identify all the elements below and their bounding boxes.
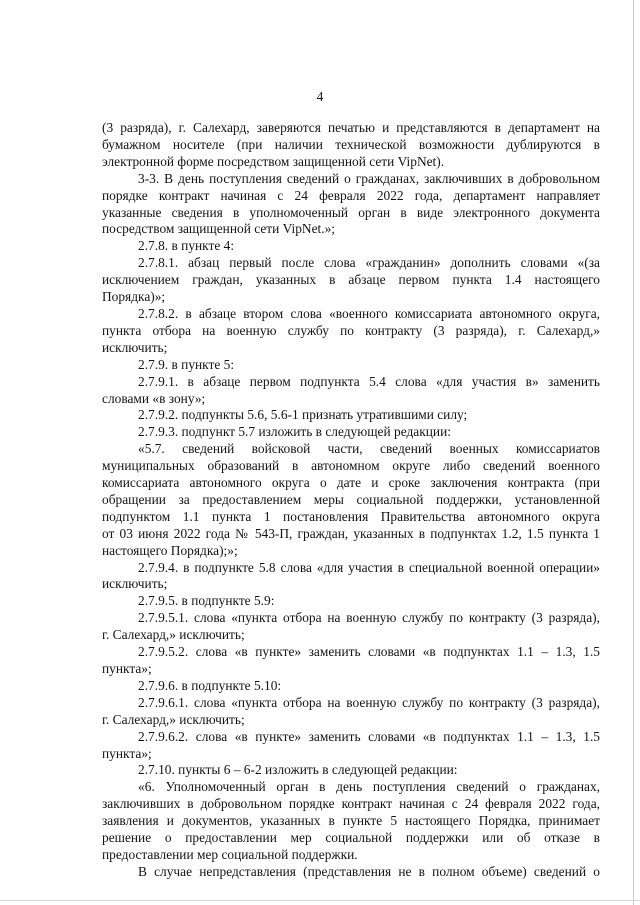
text-line: 2.7.8. в пункте 4:: [138, 238, 235, 254]
paragraph-p6: [102, 779, 600, 864]
document-body: [102, 120, 600, 881]
text-line: 2.7.9. в пункте 5:: [138, 356, 235, 372]
page-edge-right: [633, 0, 634, 905]
paragraph-p278: [102, 238, 600, 255]
text-line: 2.7.9.2. подпункты 5.6, 5.6-1 признать утратившими силу;: [138, 407, 468, 423]
text-line: Порядка)»;: [102, 289, 166, 305]
paragraph-p27952: [102, 644, 600, 678]
text-line: 2.7.9.6. в подпункте 5.10:: [138, 677, 282, 693]
page-edge-bottom: [0, 900, 640, 901]
paragraph-p57: [102, 441, 600, 559]
paragraph-p2782: [102, 306, 600, 357]
text-line: порядке контракт начиная с 24 февраля 2022 года, департамент направляет: [102, 187, 600, 203]
paragraph-cont: [102, 120, 600, 171]
paragraph-p27951: [102, 610, 600, 644]
text-line: г. Салехард,» исключить;: [102, 711, 245, 727]
text-line: заключивших в добровольном порядке контракт начиная с 24 февраля 2022 года,: [102, 796, 600, 812]
text-line: 2.7.9.5.2. слова «в пункте» заменить словами «в подпунктах 1.1 – 1.3, 1.5: [138, 644, 600, 660]
text-line: комиссариата автономного округа о дате и сроке заключения контракта (при: [102, 475, 600, 491]
text-line: пункта отбора на военную службу по контракту (3 разряда), г. Салехард,»: [102, 322, 600, 338]
text-line: заявления и документов, указанных в пункте 5 настоящего Порядка, принимает: [102, 813, 600, 829]
text-line: 3-3. В день поступления сведений о гражданах, заключивших в добровольном: [138, 170, 600, 186]
text-line: предоставлении мер социальной поддержки.: [102, 846, 358, 862]
text-line: 2.7.8.1. абзац первый после слова «гражданин» дополнить словами «(за: [138, 255, 600, 271]
paragraph-p2796: [102, 678, 600, 695]
page-number: 4: [316, 89, 324, 104]
text-line: исключить;: [102, 339, 168, 355]
text-line: 2.7.9.6.2. слова «в пункте» заменить словами «в подпунктах 1.1 – 1.3, 1.5: [138, 728, 600, 744]
text-line: 2.7.9.5. в подпункте 5.9:: [138, 593, 275, 609]
paragraph-p2792: [102, 407, 600, 424]
text-line: подпунктом 1.1 пункта 1 постановления Правительства автономного округа: [102, 508, 600, 524]
text-line: обращении за предоставлением меры социальной поддержки, установленной: [102, 491, 600, 507]
paragraph-p2791: [102, 374, 600, 408]
text-line: 2.7.8.2. в абзаце втором слова «военного комиссариата автономного округа,: [138, 305, 600, 321]
paragraph-p3-3: [102, 171, 600, 239]
text-line: бумажном носителе (при наличии технической возможности дублируются в: [102, 136, 600, 152]
paragraph-p279: [102, 357, 600, 374]
text-line: «6. Уполномоченный орган в день поступления сведений о гражданах,: [138, 779, 600, 795]
text-line: 2.7.9.3. подпункт 5.7 изложить в следующей редакции:: [138, 424, 451, 440]
text-line: посредством защищенной сети VipNet.»;: [102, 221, 336, 237]
text-line: решение о предоставлении мер социальной поддержки или об отказе в: [102, 830, 600, 846]
text-line: 2.7.9.4. в подпункте 5.8 слова «для участия в специальной военной операции»: [138, 559, 600, 575]
paragraph-p27961: [102, 695, 600, 729]
paragraph-p27962: [102, 729, 600, 763]
text-line: 2.7.9.5.1. слова «пункта отбора на военную службу по контракту (3 разряда),: [138, 610, 600, 626]
paragraph-plast: [102, 864, 600, 881]
text-line: 2.7.10. пункты 6 – 6-2 изложить в следующей редакции:: [138, 762, 458, 778]
text-line: (3 разряда), г. Салехард, заверяются печатью и представляются в департамент на: [102, 120, 600, 135]
paragraph-p2794: [102, 560, 600, 594]
text-line: «5.7. сведений войсковой части, сведений военных комиссариатов: [138, 441, 600, 457]
text-line: настоящего Порядка);»;: [102, 542, 238, 558]
text-line: исключить;: [102, 576, 168, 592]
paragraph-p2793: [102, 424, 600, 441]
text-line: В случае непредставления (представления не в полном объеме) сведений о: [138, 863, 600, 879]
text-line: электронной форме посредством защищенной сети VipNet).: [102, 153, 445, 169]
text-line: от 03 июня 2022 года № 543-П, граждан, указанных в подпунктах 1.2, 1.5 пункта 1: [102, 525, 600, 541]
text-line: пункта»;: [102, 661, 152, 676]
text-line: исключением граждан, указанных в абзаце первом пункта 1.4 настоящего: [102, 272, 600, 288]
text-line: пункта»;: [102, 745, 152, 761]
text-line: 2.7.9.1. в абзаце первом подпункта 5.4 слова «для участия в» заменить: [138, 373, 600, 389]
text-line: словами «в зону»;: [102, 390, 206, 406]
paragraph-p2710: [102, 762, 600, 779]
text-line: г. Салехард,» исключить;: [102, 627, 245, 643]
paragraph-p2781: [102, 255, 600, 306]
paragraph-p2795: [102, 593, 600, 610]
text-line: муниципальных образований в автономном округе либо сведений военного: [102, 458, 600, 474]
text-line: указанные сведения в уполномоченный орган в виде электронного документа: [102, 204, 600, 220]
text-line: 2.7.9.6.1. слова «пункта отбора на военную службу по контракту (3 разряда),: [138, 694, 600, 710]
